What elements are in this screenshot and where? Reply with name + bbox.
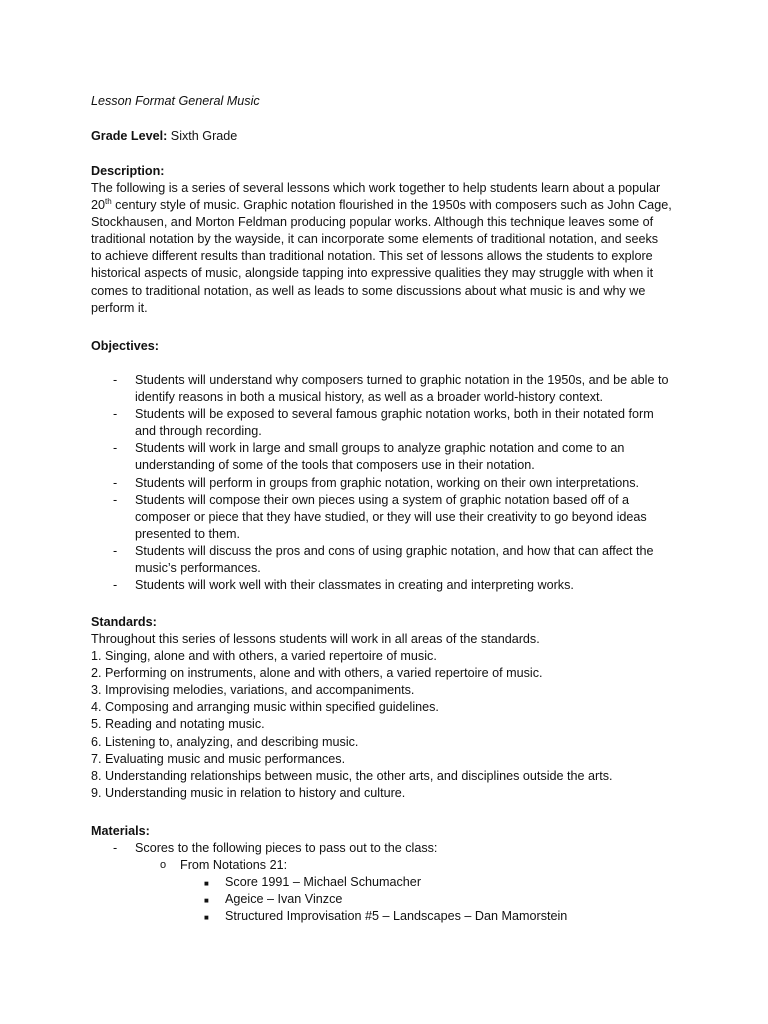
dash-bullet: - [113,407,118,422]
superscript: th [105,197,112,207]
dash-bullet: - [113,373,118,387]
description-line: comes to traditional notation, as well as leads to some discussions about what music is and why we [91,283,646,298]
standard-item: 9. Understanding music in relation to history and culture. [91,785,406,800]
standard-item: 2. Performing on instruments, alone and with others, a varied repertoire of music. [91,666,543,681]
piece-item [91,874,691,891]
objective-item [91,406,691,440]
piece-title: Structured Improvisation #5 – Landscapes – Dan Mamorstein [225,909,568,924]
grade-level-line [91,128,691,145]
standard-item: 3. Improvising melodies, variations, and accompaniments. [91,683,415,698]
dash-bullet: - [113,441,118,456]
piece-item [91,908,691,925]
materials-item-text: Scores to the following pieces to pass out to the class: [135,841,438,855]
circle-bullet: o [160,859,167,872]
objective-item [91,475,691,492]
materials-list [91,840,691,925]
dash-bullet: - [113,475,118,490]
grade-level-value: Sixth Grade [167,129,238,143]
materials-item [91,840,691,857]
standard-item: 6. Listening to, analyzing, and describing music. [91,734,359,749]
objective-line: Students will perform in groups from graphic notation, working on their own interpretations. [135,475,640,490]
standard-item: 5. Reading and notating music. [91,717,265,732]
dash-bullet: - [113,492,118,507]
square-bullet: ■ [204,913,209,923]
piece-title: Score 1991 – Michael Schumacher [225,875,422,890]
description-line: 20th century style of music. Graphic notation flourished in the 1950s with composers such as John Cage, [91,197,672,213]
description-line: to achieve different results than traditional notation. This set of lessons allows the students to explore [91,249,653,264]
objective-line: Students will understand why composers turned to graphic notation in the 1950s, and be able to [135,373,669,387]
objectives-heading: Objectives: [91,339,159,353]
piece-title: Ageice – Ivan Vinzce [225,892,343,907]
dash-bullet: - [113,841,118,855]
objective-line: understanding of some of the tools that composers use in their notation. [135,458,535,473]
objectives-list [91,372,691,594]
standards-list [91,631,691,802]
standard-item: 1. Singing, alone and with others, a varied repertoire of music. [91,649,437,664]
objective-line: and through recording. [135,424,262,439]
objective-item [91,372,691,406]
description-line: Stockhausen, and Morton Feldman producing popular works. Although this technique leaves some of [91,215,654,230]
description-line: historical aspects of music, alongside tapping into expressive qualities they may struggle with when it [91,266,654,281]
standard-item: 4. Composing and arranging music within specified guidelines. [91,700,439,715]
objective-line: Students will be exposed to several famous graphic notation works, both in their notated form [135,407,654,422]
objective-line: Students will work well with their classmates in creating and interpreting works. [135,578,574,593]
square-bullet: ■ [204,896,209,906]
description-paragraph [91,180,691,317]
grade-level-label: Grade Level: [91,129,168,143]
objective-item [91,492,691,543]
dash-bullet: - [113,578,118,593]
description-heading: Description: [91,164,165,178]
description-line: perform it. [91,300,148,315]
standards-intro: Throughout this series of lessons students will work in all areas of the standards. [91,632,540,646]
document-title: Lesson Format General Music [91,94,260,108]
standards-heading: Standards: [91,615,157,629]
objective-line: music’s performances. [135,561,261,576]
materials-subitem-text: From Notations 21: [180,858,288,873]
objective-line: Students will work in large and small groups to analyze graphic notation and come to an [135,441,625,456]
materials-subitem [91,857,691,874]
objective-item [91,577,691,594]
objective-line: presented to them. [135,526,241,541]
objective-line: Students will discuss the pros and cons of using graphic notation, and how that can affect the [135,543,654,558]
objective-line: identify reasons in both a musical history, as well as a broader world-history context. [135,390,604,405]
objective-item [91,440,691,474]
standard-item: 8. Understanding relationships between music, the other arts, and disciplines outside the arts. [91,768,613,783]
square-bullet: ■ [204,879,209,889]
piece-item [91,891,691,908]
dash-bullet: - [113,543,118,558]
description-line: traditional notation by the wayside, it can incorporate some elements of traditional notation, and seeks [91,232,659,247]
objective-line: composer or piece that they have studied, or they will use their creativity to go beyond ideas [135,509,647,524]
materials-heading: Materials: [91,824,150,838]
objective-line: Students will compose their own pieces using a system of graphic notation based off of a [135,492,630,507]
description-line: The following is a series of several lessons which work together to help students learn about a popular [91,181,661,195]
standard-item: 7. Evaluating music and music performances. [91,751,346,766]
objective-item [91,543,691,577]
